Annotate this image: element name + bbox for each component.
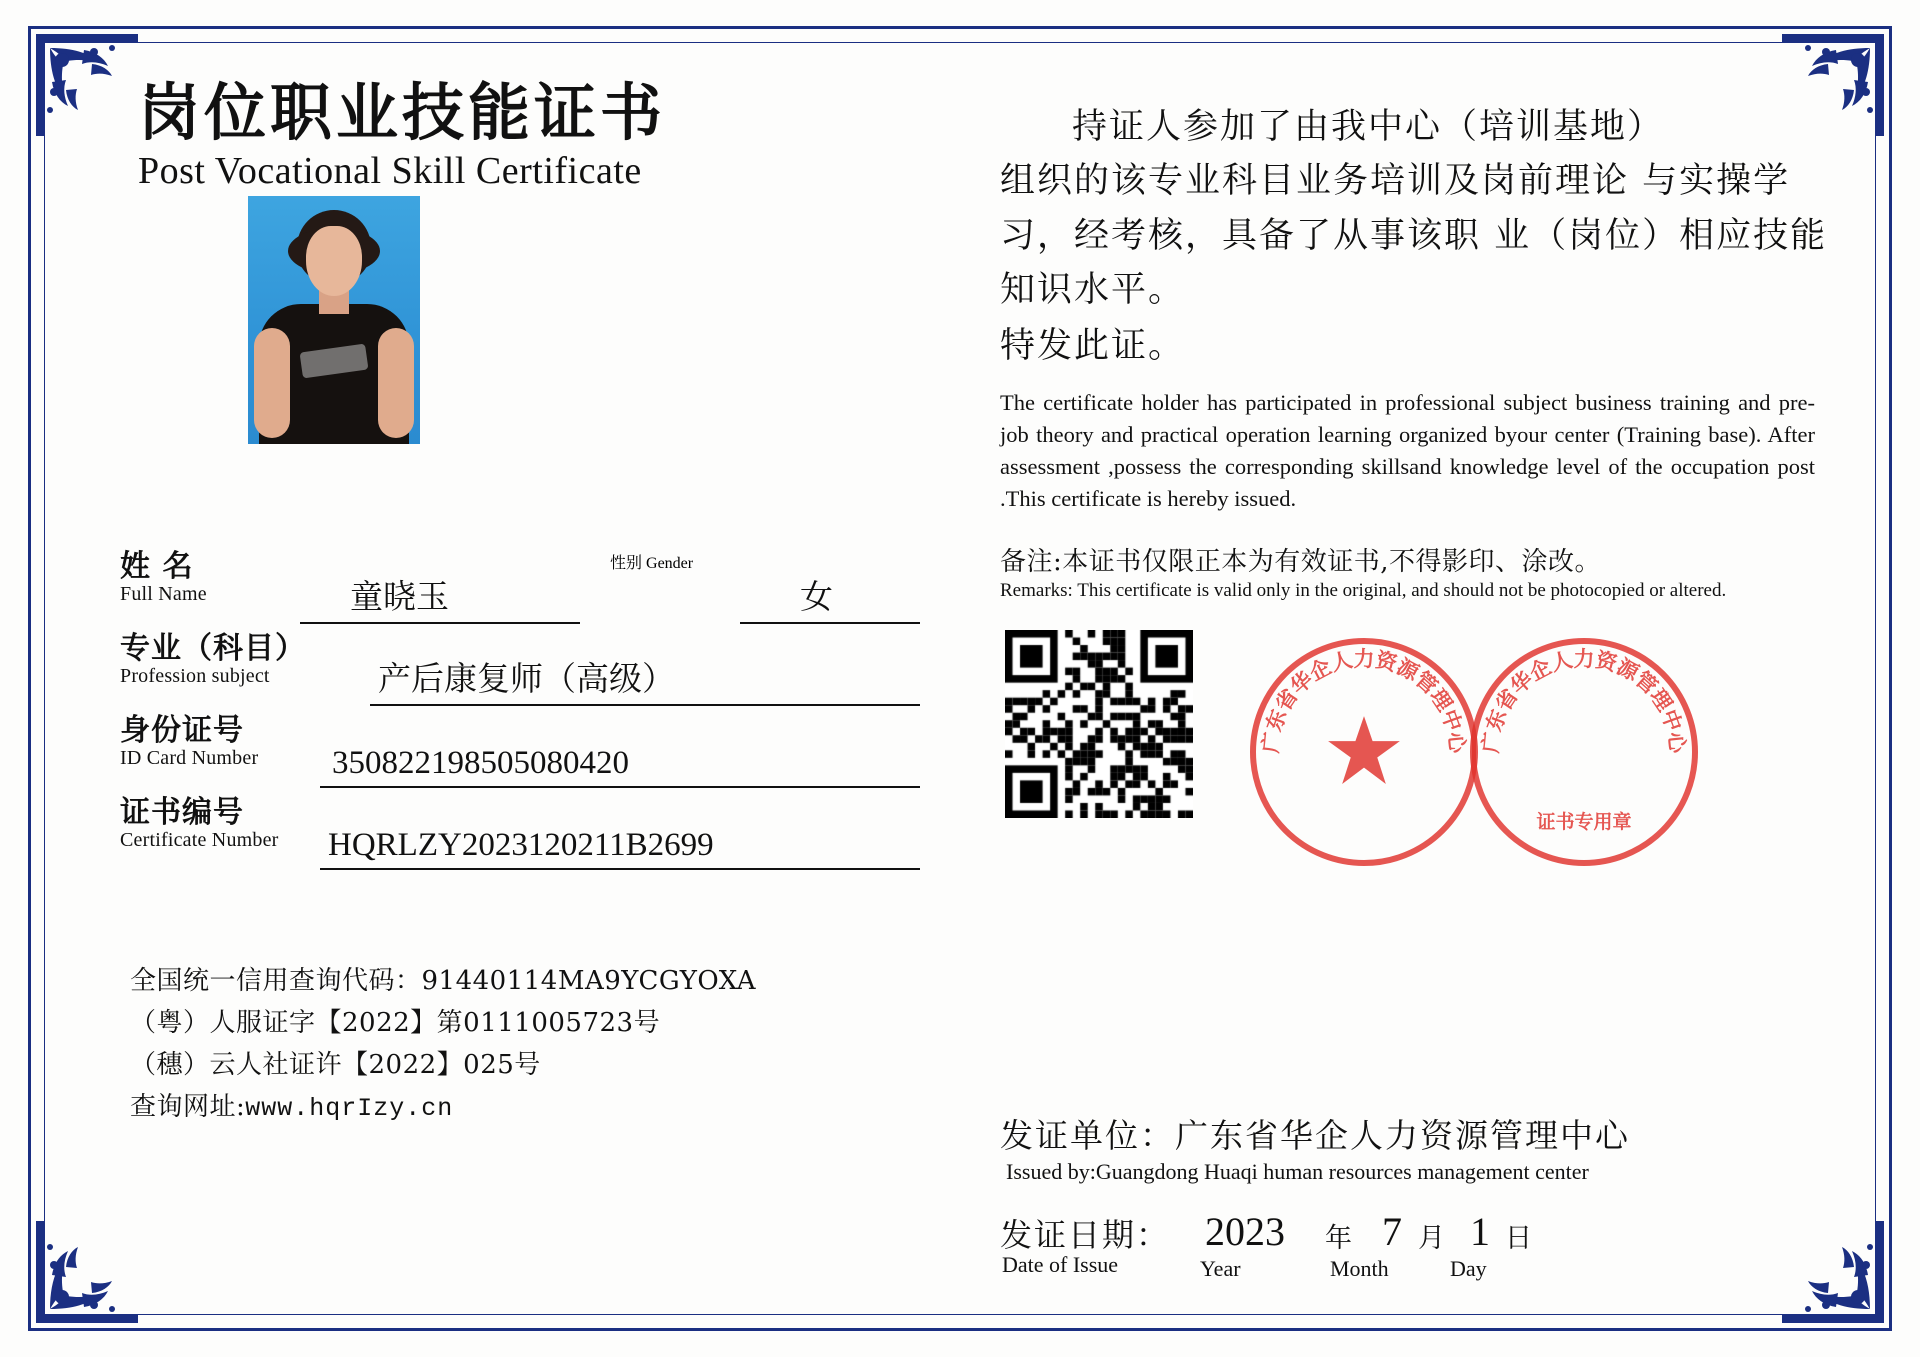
qr-and-seals [1000, 630, 1850, 860]
issue-date-block [1000, 1210, 1850, 1290]
statement-cn [1000, 100, 1850, 373]
issuer-block [1000, 1110, 1850, 1185]
star-icon [1325, 713, 1403, 791]
certificate-number-rule [320, 868, 920, 870]
name-label [120, 550, 300, 605]
issue-date-day-cn: 日 [1505, 1223, 1532, 1254]
qr-code[interactable] [1005, 630, 1193, 818]
issue-date-label-cn: 发证日期： [1000, 1216, 1171, 1254]
certificate-number-label-cn: 证书编号 [120, 795, 244, 830]
statement-cn-line-2: 组织的该专业科目业务培训及岗前理论 [1000, 161, 1630, 202]
page-title-cn: 岗位职业技能证书 [138, 76, 667, 149]
field-row-id-card [120, 714, 910, 796]
field-row-certificate-number [120, 796, 910, 878]
id-card-value: 350822198505080420 [332, 745, 629, 781]
gender-value: 女 [800, 577, 833, 616]
profession-label-cn: 专业（科目） [120, 631, 306, 666]
statement-cn-line-3: 与实操学习，经考核，具备了从事该职 [1000, 161, 1791, 256]
svg-text:广东省华企人力资源管理中心 [1477, 646, 1690, 755]
gender-rule [740, 622, 920, 624]
credit-code-line: 全国统一信用查询代码：91440114MA9YCGYOXA [130, 966, 757, 996]
query-url-label: 查询网址: [130, 1092, 246, 1123]
registration-notes [130, 960, 930, 1130]
name-value: 童晓玉 [350, 577, 449, 616]
issue-date-year-en: Year [1200, 1256, 1241, 1281]
issuer-value-en: Guangdong Huaqi human resources management center [1095, 1159, 1589, 1184]
statement-cn-line-1: 持证人参加了由我中心（培训基地） [1072, 107, 1665, 147]
name-rule [300, 622, 580, 624]
official-seal-primary [1250, 638, 1478, 866]
issuer-line-cn [1000, 1110, 1850, 1157]
issue-date-month: 7 [1382, 1209, 1402, 1254]
issuer-label-en: Issued by: [1006, 1159, 1096, 1184]
certificate-number-label [120, 796, 320, 851]
profession-rule [370, 704, 920, 706]
left-column [120, 76, 910, 1280]
profession-label-en: Profession subject [120, 664, 270, 687]
remarks-en: Remarks: This certificate is valid only in the original, and should not be photocopied or altered. [1000, 580, 1727, 601]
certificate-number-label-en: Certificate Number [120, 828, 279, 851]
statement-cn-line-4: 业（岗位）相应技能知识水平。 [1000, 215, 1828, 310]
right-column [1000, 100, 1850, 1280]
official-seal-secondary [1470, 638, 1698, 866]
issue-date-month-cn: 月 [1418, 1223, 1445, 1254]
query-url-value[interactable]: www.hqrIzy.cn [245, 1094, 454, 1124]
issue-date-day-en: Day [1450, 1256, 1487, 1281]
name-label-en: Full Name [120, 582, 207, 605]
seal-secondary-subtitle: 证书专用章 [1536, 811, 1632, 833]
field-row-profession [120, 632, 910, 714]
certificate-number-value: HQRLZY2023120211B2699 [328, 827, 714, 863]
issue-date-month-en: Month [1330, 1256, 1389, 1281]
query-url-line [130, 1086, 930, 1130]
statement-en: The certificate holder has participated in professional subject business training and pre-job theory and practical operation learning organized byour center (Training base). After assessment ,possess the corresponding skillsand knowledge level of the occupation post .This certificate is hereby issued. [1000, 390, 1815, 512]
gender-label [610, 550, 760, 573]
id-card-label [120, 714, 320, 769]
gender-label-en: Gender [646, 555, 694, 572]
issue-date-year-cn: 年 [1325, 1223, 1352, 1254]
statement-cn-line-5: 特发此证。 [1000, 326, 1186, 366]
seal-primary-ring-text: 广东省华企人力资源管理中心 [1257, 645, 1471, 755]
license-line-2: （粤）人服证字【2022】第0111005723号 [130, 1008, 661, 1039]
issue-date-label-en: Date of Issue [1002, 1252, 1119, 1277]
issue-date-year: 2023 [1205, 1209, 1285, 1254]
page-title-en: Post Vocational Skill Certificate [138, 150, 642, 193]
photo-face [306, 226, 362, 296]
profession-value: 产后康复师（高级） [378, 659, 675, 698]
seal-secondary-ring-text: 广东省华企人力资源管理中心 [1477, 645, 1691, 755]
gender-label-cn: 性别 [610, 555, 643, 572]
id-card-rule [320, 786, 920, 788]
photo-arm-left [254, 328, 290, 438]
holder-fields [120, 550, 910, 878]
profession-label [120, 632, 370, 687]
id-card-label-cn: 身份证号 [120, 713, 244, 748]
remarks-cn: 备注:本证书仅限正本为有效证书,不得影印、涂改。 [1000, 547, 1602, 577]
issuer-value-cn: 广东省华企人力资源管理中心 [1175, 1116, 1630, 1155]
issuer-line-en [1006, 1159, 1850, 1185]
id-card-label-en: ID Card Number [120, 746, 259, 769]
photo-arm-right [378, 328, 414, 438]
issuer-label-cn: 发证单位： [1000, 1116, 1175, 1155]
field-row-name [120, 550, 910, 632]
issue-date-day: 1 [1470, 1209, 1490, 1254]
holder-photo [248, 196, 420, 444]
license-line-3: （穗）云人社证许【2022】025号 [130, 1050, 541, 1081]
name-label-cn: 姓 名 [120, 549, 194, 584]
